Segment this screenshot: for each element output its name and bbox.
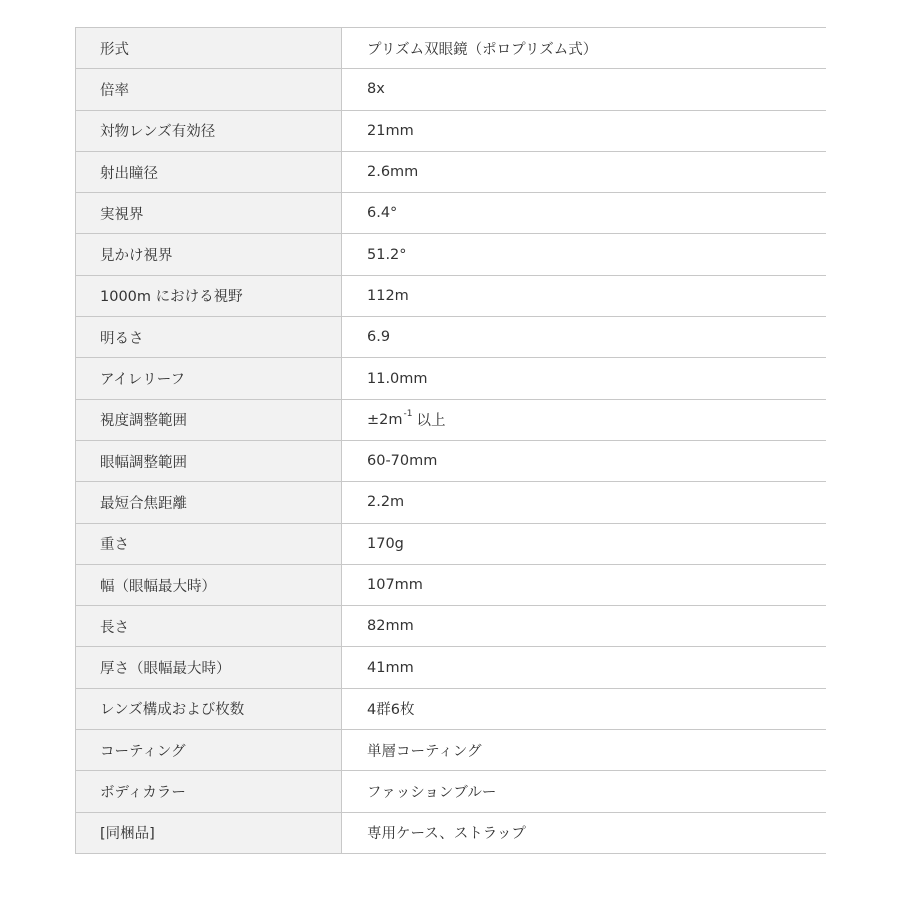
spec-row-magnification (76, 69, 826, 110)
spec-value: 107mm (342, 565, 826, 605)
spec-label: 重さ (76, 524, 342, 564)
spec-value: 21mm (342, 111, 826, 151)
spec-row-eye-relief (76, 358, 826, 399)
spec-row-included-items (76, 813, 826, 854)
spec-row-weight (76, 524, 826, 565)
spec-row-coating (76, 730, 826, 771)
spec-label: 視度調整範囲 (76, 400, 342, 440)
spec-label: アイレリーフ (76, 358, 342, 398)
spec-value: 82mm (342, 606, 826, 646)
spec-row-objective-diameter (76, 111, 826, 152)
spec-value: 4群6枚 (342, 689, 826, 729)
spec-value: 6.4° (342, 193, 826, 233)
spec-value-main: ±2m (367, 411, 403, 428)
spec-value: プリズム双眼鏡（ポロプリズム式） (342, 28, 826, 68)
spec-row-width (76, 565, 826, 606)
spec-label: 1000m における視野 (76, 276, 342, 316)
spec-label: 倍率 (76, 69, 342, 109)
spec-table (75, 27, 826, 854)
spec-label: 眼幅調整範囲 (76, 441, 342, 481)
spec-row-ipd-range (76, 441, 826, 482)
spec-row-diopter-range (76, 400, 826, 441)
spec-value: 専用ケース、ストラップ (342, 813, 826, 853)
spec-row-thickness (76, 647, 826, 688)
spec-value: 単層コーティング (342, 730, 826, 770)
spec-row-lens-construction (76, 689, 826, 730)
spec-value-tail: 以上 (416, 413, 446, 430)
spec-label: 対物レンズ有効径 (76, 111, 342, 151)
spec-label: 長さ (76, 606, 342, 646)
spec-value (342, 400, 826, 440)
spec-value: 170g (342, 524, 826, 564)
spec-value: 41mm (342, 647, 826, 687)
spec-label: 形式 (76, 28, 342, 68)
spec-label: 実視界 (76, 193, 342, 233)
spec-label: レンズ構成および枚数 (76, 689, 342, 729)
spec-row-format (76, 28, 826, 69)
spec-value: 2.6mm (342, 152, 826, 192)
spec-value: 51.2° (342, 234, 826, 274)
spec-row-real-field (76, 193, 826, 234)
spec-value: 2.2m (342, 482, 826, 522)
spec-label: 射出瞳径 (76, 152, 342, 192)
spec-label: コーティング (76, 730, 342, 770)
spec-value: ファッションブルー (342, 771, 826, 811)
spec-label: 見かけ視界 (76, 234, 342, 274)
spec-row-apparent-field (76, 234, 826, 275)
spec-label: 厚さ（眼幅最大時） (76, 647, 342, 687)
spec-row-length (76, 606, 826, 647)
spec-value: 8x (342, 69, 826, 109)
spec-value: 6.9 (342, 317, 826, 357)
spec-row-field-at-1000m (76, 276, 826, 317)
spec-value: 112m (342, 276, 826, 316)
spec-row-min-focus (76, 482, 826, 523)
spec-row-body-color (76, 771, 826, 812)
spec-label: [同梱品] (76, 813, 342, 853)
spec-label: 明るさ (76, 317, 342, 357)
spec-label: 幅（眼幅最大時） (76, 565, 342, 605)
spec-value: 60-70mm (342, 441, 826, 481)
spec-value: 11.0mm (342, 358, 826, 398)
spec-row-brightness (76, 317, 826, 358)
spec-label: ボディカラー (76, 771, 342, 811)
spec-row-exit-pupil (76, 152, 826, 193)
spec-value-superscript: -1 (403, 408, 413, 419)
spec-label: 最短合焦距離 (76, 482, 342, 522)
